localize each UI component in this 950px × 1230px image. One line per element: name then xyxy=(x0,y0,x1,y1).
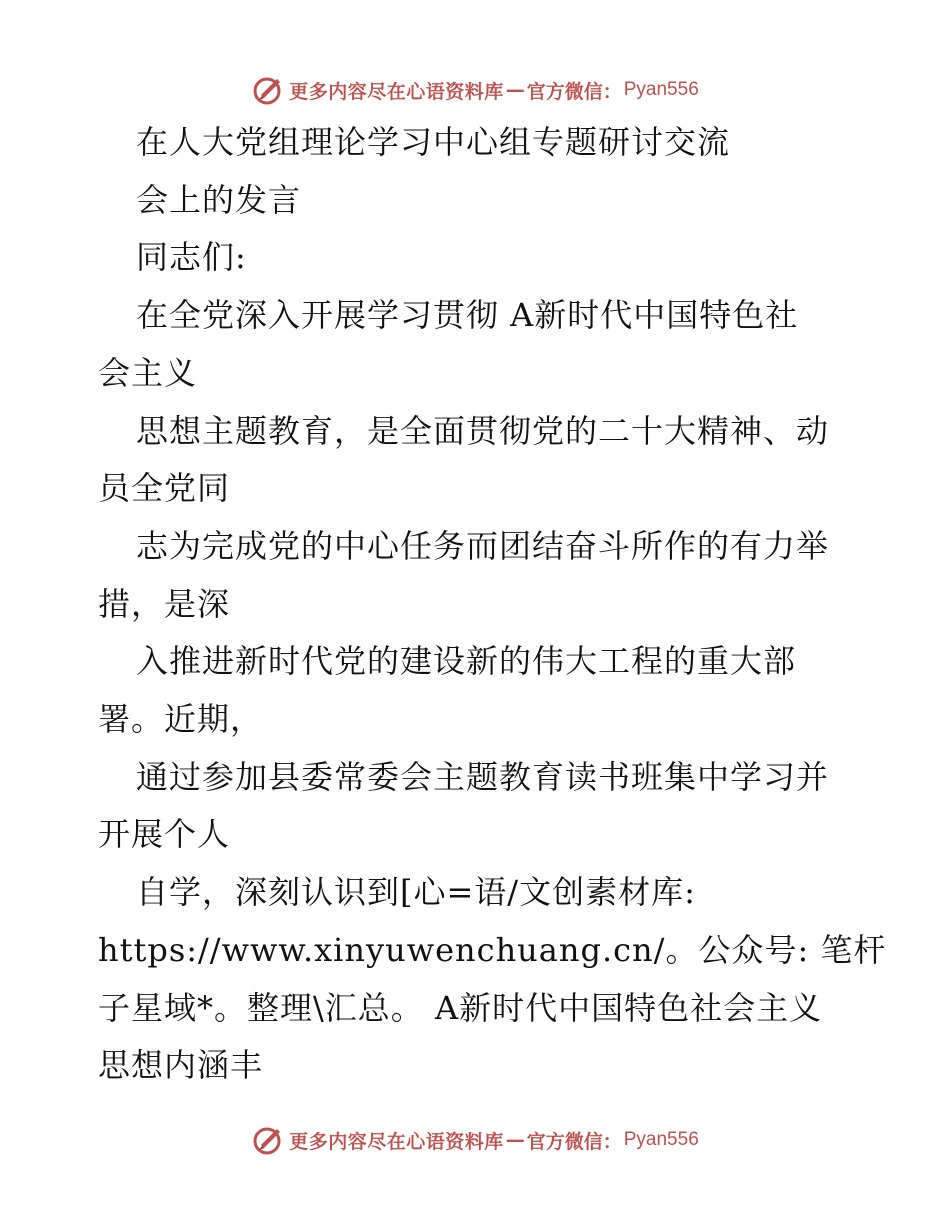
document-line: 思想内涵丰 xyxy=(98,1046,264,1085)
document-line: 自学，深刻认识到[心=语/文创素材库: xyxy=(136,873,696,912)
document-line: 子星域*。整理\汇总。 A新时代中国特色社会主义 xyxy=(98,988,823,1027)
banner-separator: — xyxy=(505,79,525,101)
document-line: 通过参加县委常委会主题教育读书班集中学习并 xyxy=(136,757,830,796)
banner-official-label: 官方微信： xyxy=(526,1130,622,1153)
document-line: 会上的发言 xyxy=(136,180,302,219)
document-line: 员全党同 xyxy=(98,469,231,508)
brush-logo-icon xyxy=(251,73,285,107)
banner-wechat-id: Pyan556 xyxy=(623,79,699,100)
banner-official-label: 官方微信： xyxy=(526,80,622,103)
document-line: 在人大党组理论学习中心组专题研讨交流 xyxy=(136,123,731,161)
header-banner xyxy=(0,70,950,110)
banner-separator: — xyxy=(505,1129,525,1151)
banner-wechat-id: Pyan556 xyxy=(623,1129,699,1150)
document-line: 在全党深入开展学习贯彻 A新时代中国特色社 xyxy=(136,296,799,335)
document-line: 同志们: xyxy=(136,238,247,277)
document-line: 会主义 xyxy=(98,353,198,392)
document-line: 入推进新时代党的建设新的伟大工程的重大部 xyxy=(136,642,797,681)
document-line: 措，是深 xyxy=(98,584,231,623)
document-line: 开展个人 xyxy=(98,815,231,854)
footer-banner xyxy=(0,1120,950,1160)
document-line: 志为完成党的中心任务而团结奋斗所作的有力举 xyxy=(136,526,830,565)
document-line: 署。近期， xyxy=(98,700,264,738)
banner-brand-text: 更多内容尽在心语资料库 xyxy=(289,1130,504,1153)
document-line: 思想主题教育，是全面贯彻党的二十大精神、动 xyxy=(136,411,830,450)
brush-logo-icon xyxy=(251,1123,285,1157)
banner-brand-text: 更多内容尽在心语资料库 xyxy=(289,80,504,103)
document-line: https://www.xinyuwenchuang.cn/。公众号: 笔杆 xyxy=(98,930,887,969)
